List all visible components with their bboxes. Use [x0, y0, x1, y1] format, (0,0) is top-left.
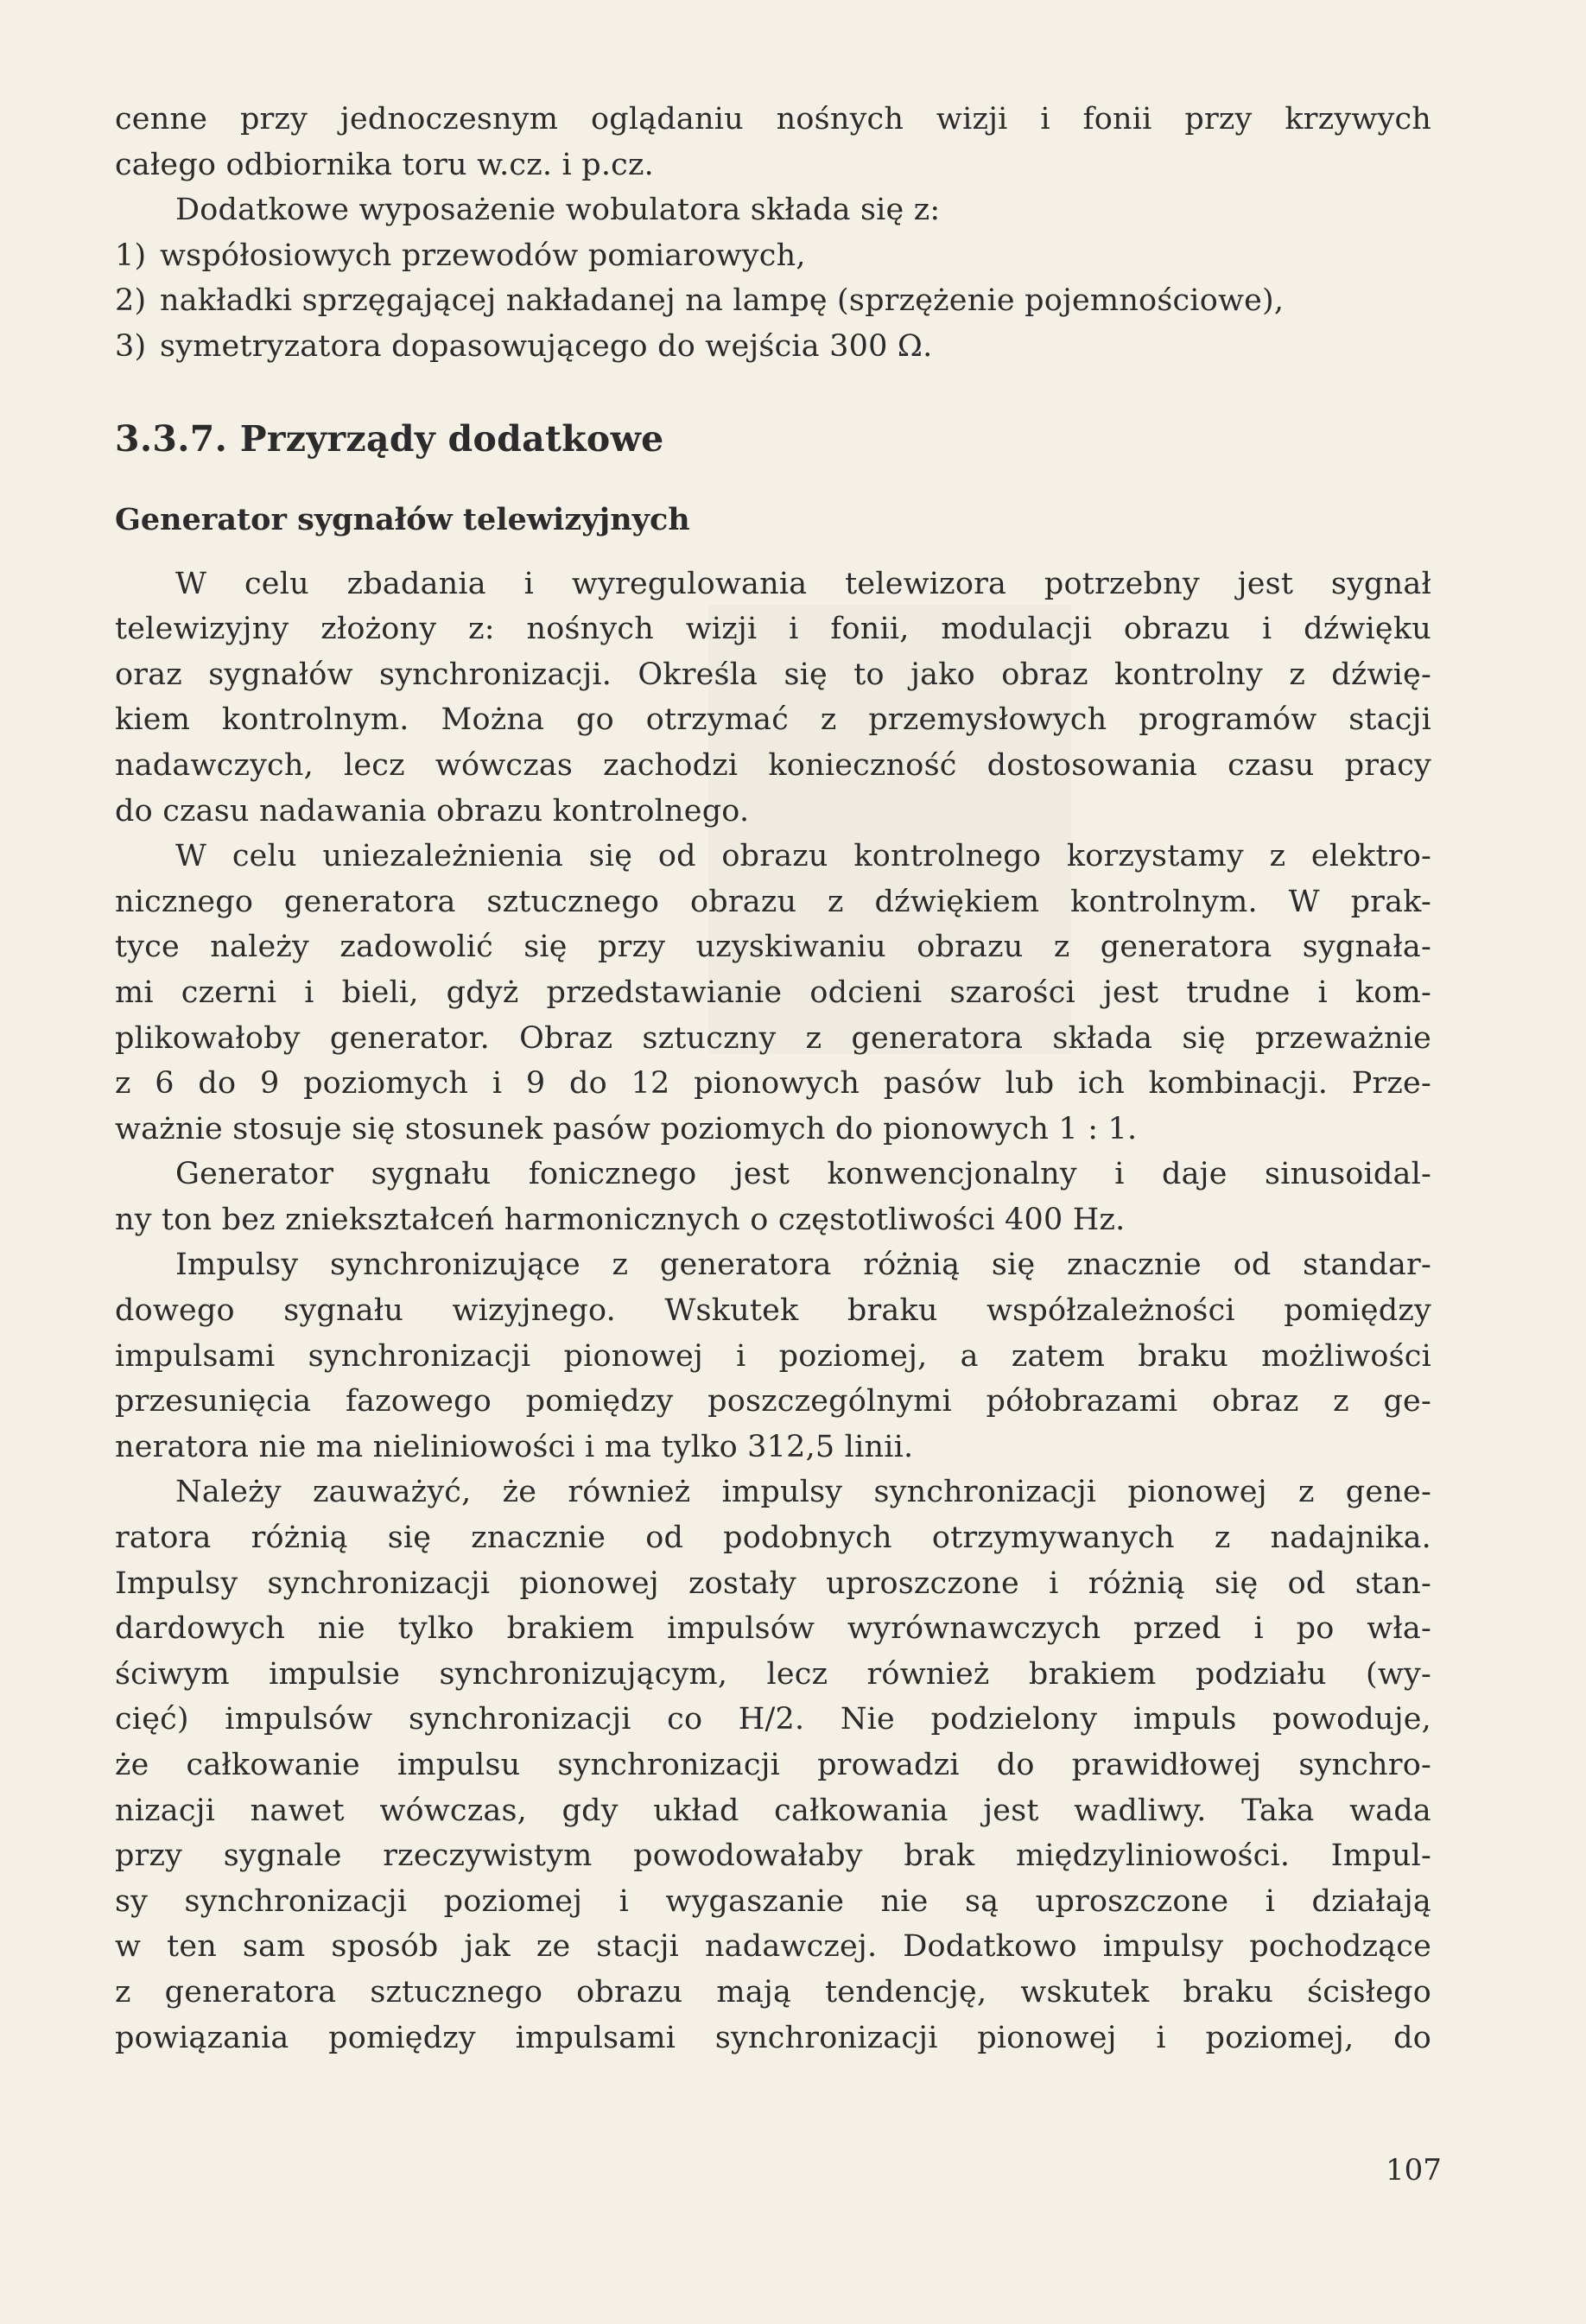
- text-line: nadawczych, lecz wówczas zachodzi konieczność dostosowania czasu pracy: [115, 747, 1431, 783]
- text-line: sy synchronizacji poziomej i wygaszanie nie są uproszczone i działają: [115, 1883, 1431, 1919]
- paragraph-3: [115, 1152, 1431, 1242]
- text-line: nizacji nawet wówczas, gdy układ całkowania jest wadliwy. Taka wada: [115, 1793, 1431, 1828]
- text-line: z generatora sztucznego obrazu mają tendencję, wskutek braku ścisłego: [115, 1974, 1431, 2010]
- text-line: impulsami synchronizacji pionowej i poziomej, a zatem braku możliwości: [115, 1338, 1431, 1374]
- paragraph-2: [115, 834, 1431, 1152]
- text-line: ny ton bez zniekształceń harmonicznych o częstotliwości 400 Hz.: [115, 1202, 1126, 1237]
- text-line: Należy zauważyć, że również impulsy synchronizacji pionowej z gene-: [175, 1475, 1431, 1510]
- text-line: Impulsy synchronizacji pionowej zostały uproszczone i różnią się od stan-: [115, 1565, 1431, 1601]
- equipment-list: [115, 233, 1431, 370]
- text-line: z 6 do 9 poziomych i 9 do 12 pionowych pasów lub ich kombinacji. Prze-: [115, 1066, 1431, 1102]
- text-line: nicznego generatora sztucznego obrazu z dźwiękiem kontrolnym. W prak-: [115, 884, 1431, 919]
- paragraph-5: [115, 1470, 1431, 2060]
- paragraph-4: [115, 1242, 1431, 1470]
- text-line: kiem kontrolnym. Można go otrzymać z przemysłowych programów stacji: [115, 702, 1431, 738]
- section-heading: 3.3.7. Przyrządy dodatkowe: [115, 417, 664, 460]
- paragraph-1: [115, 562, 1431, 835]
- list-item: [115, 233, 1431, 279]
- text-line: w ten sam sposób jak ze stacji nadawczej. Dodatkowo impulsy pochodzące: [115, 1929, 1431, 1965]
- list-number: 1): [115, 238, 147, 273]
- list-text: symetryzatora dopasowującego do wejścia 300 Ω.: [160, 328, 933, 364]
- text-line: dardowych nie tylko brakiem impulsów wyrównawczych przed i po wła-: [115, 1611, 1431, 1647]
- text-line: do czasu nadawania obrazu kontrolnego.: [115, 793, 750, 829]
- page-number: 107: [1386, 2153, 1442, 2187]
- text-line: całego odbiornika toru w.cz. i p.cz.: [115, 147, 654, 182]
- text-line: przesunięcia fazowego pomiędzy poszczególnymi półobrazami obraz z ge-: [115, 1384, 1431, 1419]
- text-line: dowego sygnału wizyjnego. Wskutek braku współzależności pomiędzy: [115, 1293, 1431, 1329]
- list-number: 2): [115, 283, 147, 319]
- text-line: ważnie stosuje się stosunek pasów poziomych do pionowych 1 : 1.: [115, 1111, 1138, 1146]
- text-line: tyce należy zadowolić się przy uzyskiwaniu obrazu z generatora sygnała-: [115, 930, 1431, 965]
- text-line: telewizyjny złożony z: nośnych wizji i fonii, modulacji obrazu i dźwięku: [115, 612, 1431, 647]
- list-item: [115, 324, 1431, 370]
- text-line: neratora nie ma nieliniowości i ma tylko 312,5 linii.: [115, 1429, 914, 1464]
- list-item: [115, 278, 1431, 324]
- text-line: plikowałoby generator. Obraz sztuczny z generatora składa się przeważnie: [115, 1020, 1431, 1056]
- text-line: mi czerni i bieli, gdyż przedstawianie odcieni szarości jest trudne i kom-: [115, 975, 1431, 1010]
- text-line: W celu zbadania i wyregulowania telewizora potrzebny jest sygnał: [175, 566, 1431, 601]
- text-line: powiązania pomiędzy impulsami synchronizacji pionowej i poziomej, do: [115, 2020, 1431, 2055]
- list-text: współosiowych przewodów pomiarowych,: [160, 238, 806, 273]
- text-line: przy sygnale rzeczywistym powodowałaby brak międzyliniowości. Impul-: [115, 1838, 1431, 1874]
- list-number: 3): [115, 328, 147, 364]
- text-line: W celu uniezależnienia się od obrazu kontrolnego korzystamy z elektro-: [175, 839, 1431, 874]
- text-line: cenne przy jednoczesnym oglądaniu nośnych wizji i fonii przy krzywych: [115, 102, 1431, 137]
- text-line: cięć) impulsów synchronizacji co H/2. Nie podzielony impuls powoduje,: [115, 1702, 1431, 1737]
- text-line: ściwym impulsie synchronizującym, lecz również brakiem podziału (wy-: [115, 1656, 1431, 1692]
- page-body: [115, 97, 1431, 2060]
- text-line: Impulsy synchronizujące z generatora różnią się znacznie od standar-: [175, 1248, 1431, 1283]
- text-line: oraz sygnałów synchronizacji. Określa się to jako obraz kontrolny z dźwię-: [115, 657, 1431, 692]
- list-text: nakładki sprzęgającej nakładanej na lampę (sprzężenie pojemnościowe),: [160, 283, 1285, 319]
- text-line: ratora różnią się znacznie od podobnych otrzymywanych z nadajnika.: [115, 1521, 1431, 1556]
- text-line: Generator sygnału fonicznego jest konwencjonalny i daje sinusoidal-: [175, 1157, 1431, 1192]
- text-line: że całkowanie impulsu synchronizacji prowadzi do prawidłowej synchro-: [115, 1748, 1431, 1782]
- equipment-intro: Dodatkowe wyposażenie wobulatora składa się z:: [175, 193, 941, 228]
- subsection-heading: Generator sygnałów telewizyjnych: [115, 501, 690, 537]
- intro-paragraph: [115, 97, 1431, 187]
